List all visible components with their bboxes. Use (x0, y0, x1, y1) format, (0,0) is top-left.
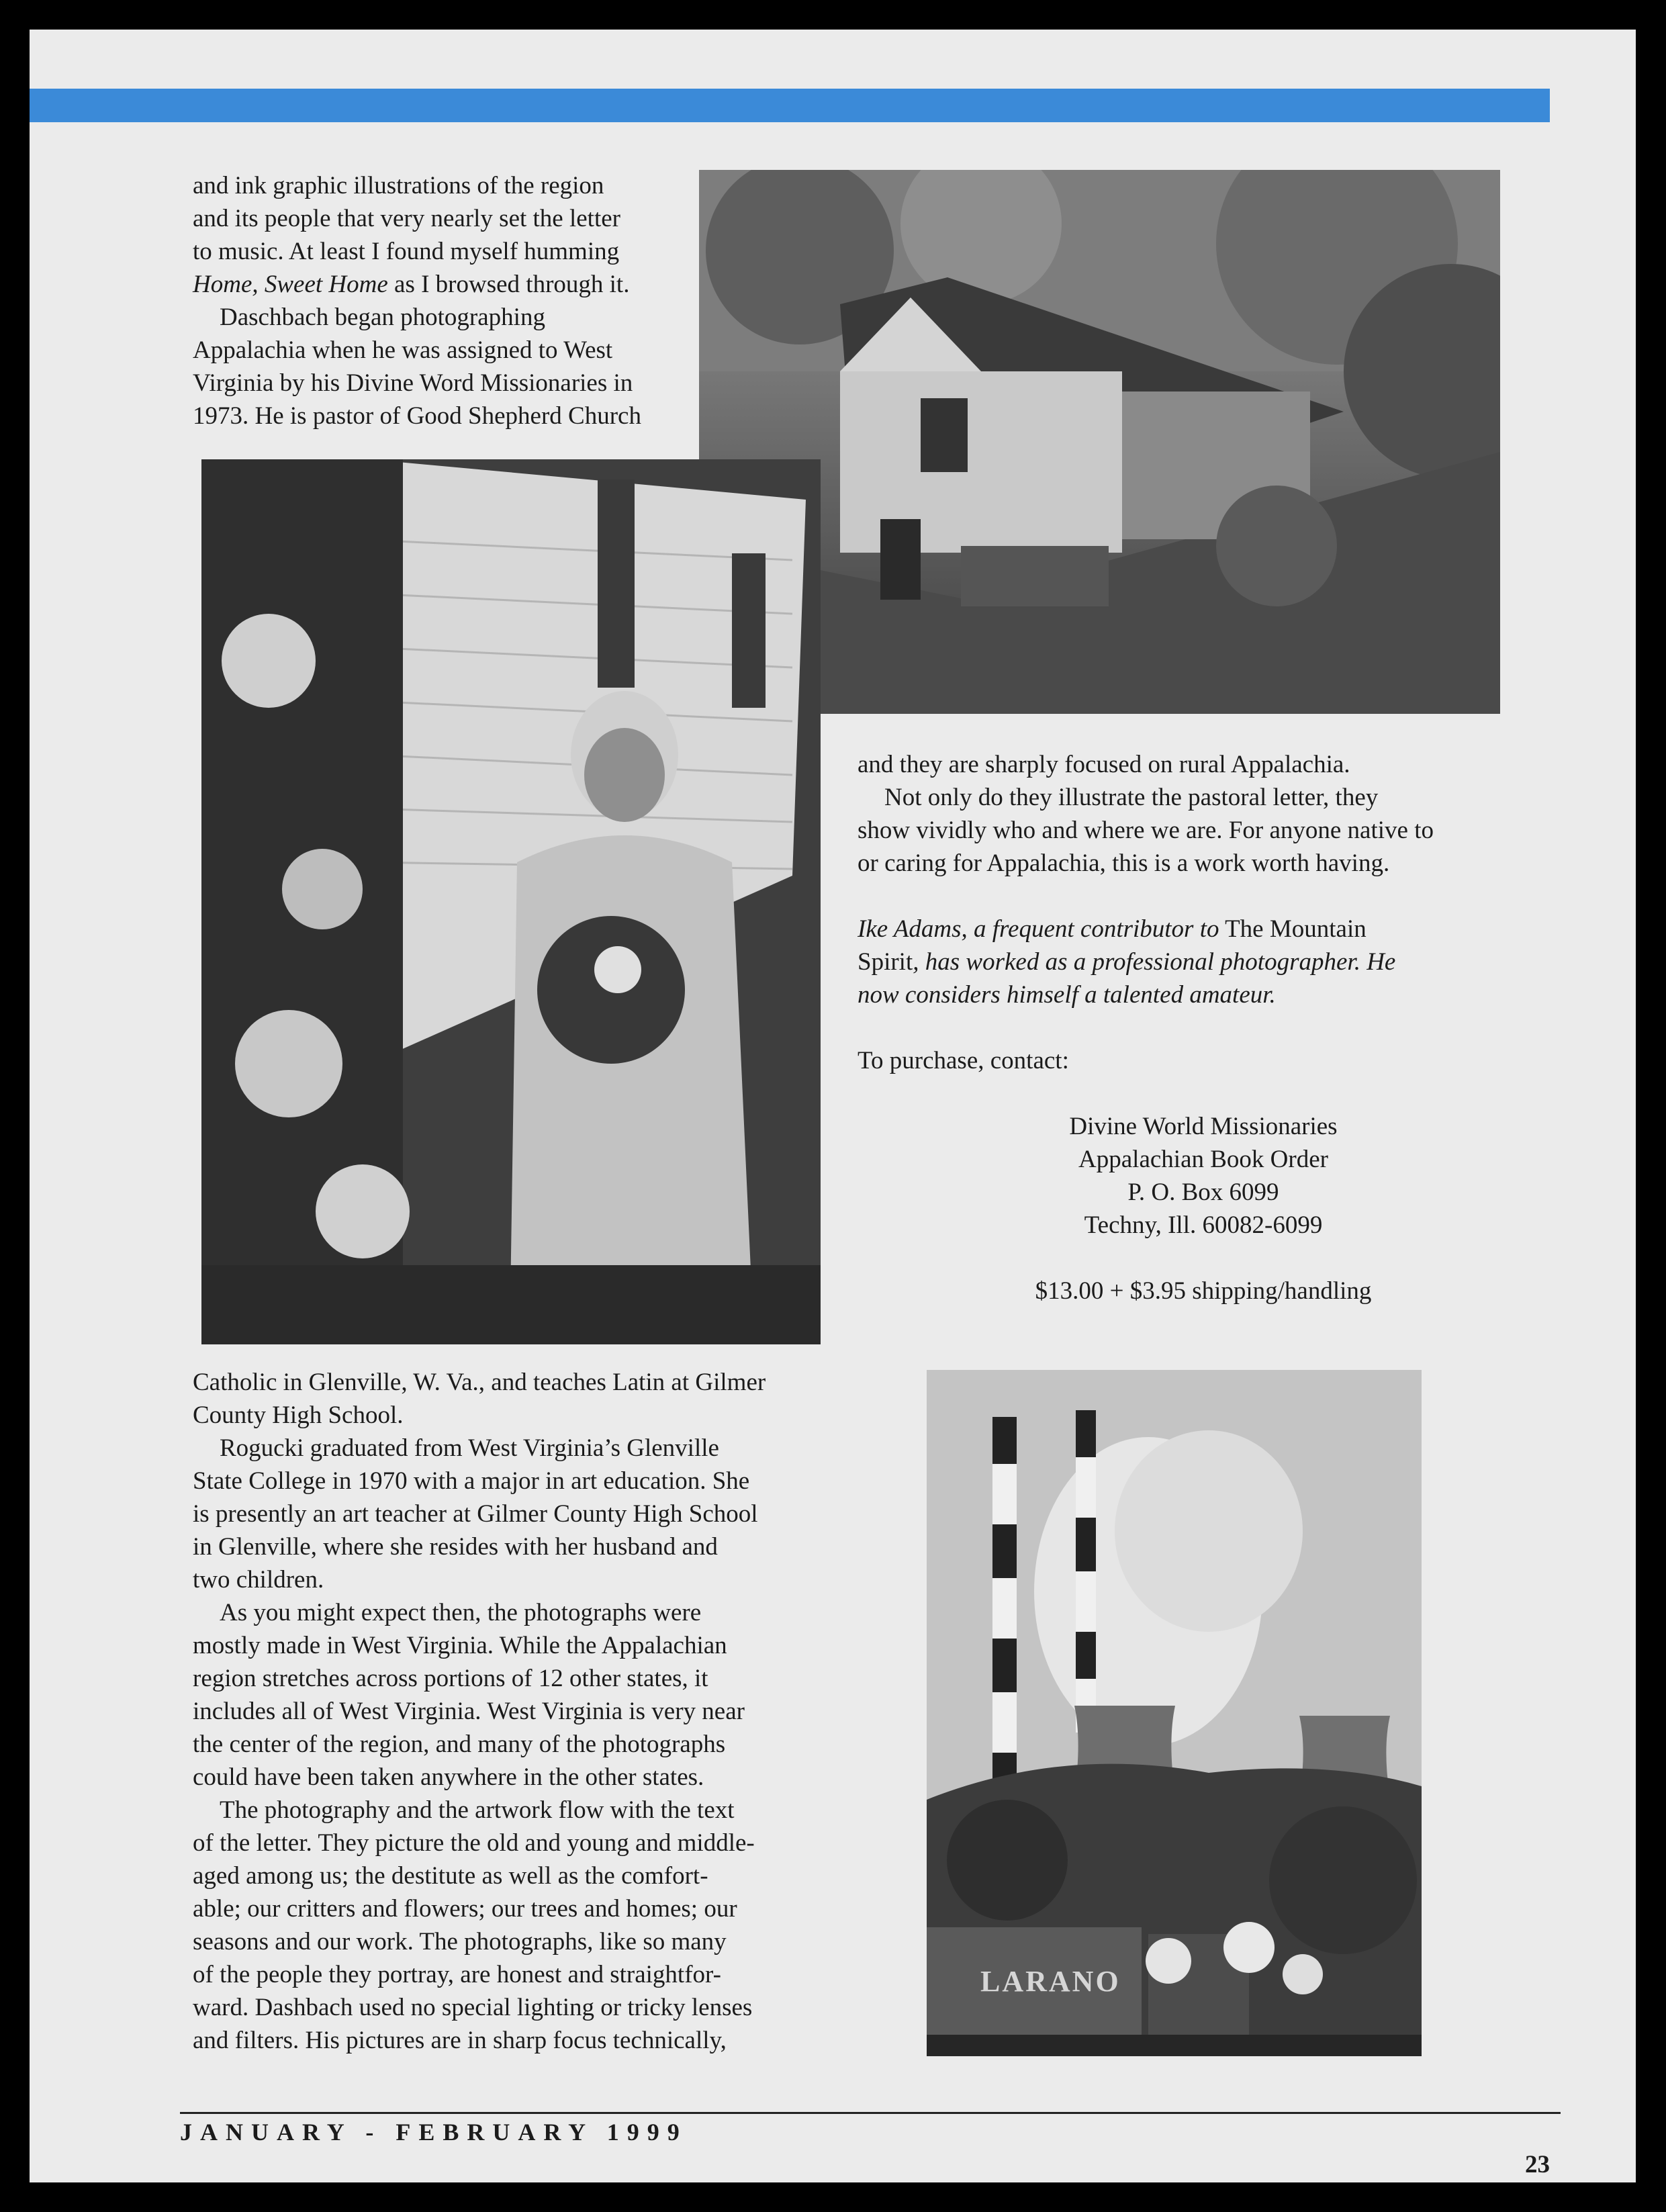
text-line: The photography and the artwork flow with the text (220, 1796, 735, 1824)
text-line: aged among us; the destitute as well as the comfort- (193, 1862, 708, 1890)
text-line: show vividly who and where we are. For anyone native to (858, 817, 1434, 844)
text-line: seasons and our work. The photographs, like so many (193, 1928, 727, 1955)
text-line: ward. Dashbach used no special lighting or tricky lenses (193, 1994, 753, 2021)
text-line: Catholic in Glenville, W. Va., and teaches Latin at Gilmer (193, 1369, 766, 1396)
text-line: mostly made in West Virginia. While the Appalachian (193, 1632, 727, 1659)
text-line: Rogucki graduated from West Virginia’s Glenville (220, 1434, 719, 1462)
bio-text: Ike Adams, a frequent contributor to (858, 915, 1219, 943)
publication-name: Spirit (858, 948, 913, 976)
magazine-page (30, 30, 1636, 2182)
author-bio-line (858, 978, 1549, 1011)
text-line: the center of the region, and many of the photographs (193, 1731, 726, 1758)
address-line: Divine World Missionaries (1069, 1113, 1338, 1140)
footer-rule (180, 2112, 1561, 2114)
text-line: 1973. He is pastor of Good Shepherd Church (193, 402, 641, 430)
text-line: Not only do they illustrate the pastoral letter, they (884, 784, 1379, 811)
bio-text: now considers himself a talented amateur. (858, 981, 1276, 1009)
address-line: Appalachian Book Order (1078, 1146, 1328, 1173)
text-line: to music. At least I found myself humming (193, 238, 620, 265)
text-line: able; our critters and flowers; our trees and homes; our (193, 1895, 737, 1923)
text-line: As you might expect then, the photographs were (220, 1599, 702, 1626)
text-line: of the people they portray, are honest and straightfor- (193, 1961, 721, 1988)
author-bio-line (858, 913, 1549, 946)
text-line (193, 268, 730, 301)
address-line: Techny, Ill. 60082-6099 (1084, 1211, 1323, 1239)
text-line: of the letter. They picture the old and young and middle- (193, 1829, 755, 1857)
text-line: and filters. His pictures are in sharp focus technically, (193, 2027, 727, 2054)
top-text-column (193, 169, 730, 432)
header-accent-bar (30, 89, 1550, 122)
text-line: two children. (193, 1566, 324, 1594)
price-line: $13.00 + $3.95 shipping/handling (1035, 1277, 1372, 1305)
page-number: 23 (1525, 2151, 1550, 2178)
text-line: is presently an art teacher at Gilmer County High School (193, 1500, 758, 1528)
text-line: and ink graphic illustrations of the region (193, 172, 604, 199)
text-line: includes all of West Virginia. West Virginia is very near (193, 1698, 745, 1725)
photo-power-plant-cemetery (927, 1370, 1422, 2056)
bio-text: , has worked as a professional photographer. He (913, 948, 1396, 976)
text-line: in Glenville, where she resides with her husband and (193, 1533, 718, 1561)
text-line: County High School. (193, 1401, 404, 1429)
text-line: Appalachia when he was assigned to West (193, 336, 613, 364)
author-bio-line (858, 946, 1549, 978)
text-line: Daschbach began photographing (220, 304, 545, 331)
right-text-column (858, 748, 1549, 1307)
text-line: could have been taken anywhere in the other states. (193, 1763, 704, 1791)
lower-text-column (193, 1366, 864, 2057)
photo-woman-with-lilacs (201, 459, 821, 1344)
song-title: Home, Sweet Home (193, 271, 388, 298)
tombstone-inscription: LARANO (980, 1965, 1121, 1998)
publication-name: The Mountain (1219, 915, 1367, 943)
text-fragment: as I browsed through it. (387, 271, 630, 298)
text-line: Virginia by his Divine Word Missionaries in (193, 369, 633, 397)
text-line: and they are sharply focused on rural Appalachia. (858, 751, 1350, 778)
text-line: and its people that very nearly set the letter (193, 205, 620, 232)
address-line: P. O. Box 6099 (1127, 1179, 1279, 1206)
purchase-heading: To purchase, contact: (858, 1047, 1069, 1074)
text-line: State College in 1970 with a major in art education. She (193, 1467, 750, 1495)
issue-date: JANUARY - FEBRUARY 1999 (180, 2119, 688, 2146)
text-line: region stretches across portions of 12 other states, it (193, 1665, 708, 1692)
text-line: or caring for Appalachia, this is a work worth having. (858, 849, 1390, 877)
